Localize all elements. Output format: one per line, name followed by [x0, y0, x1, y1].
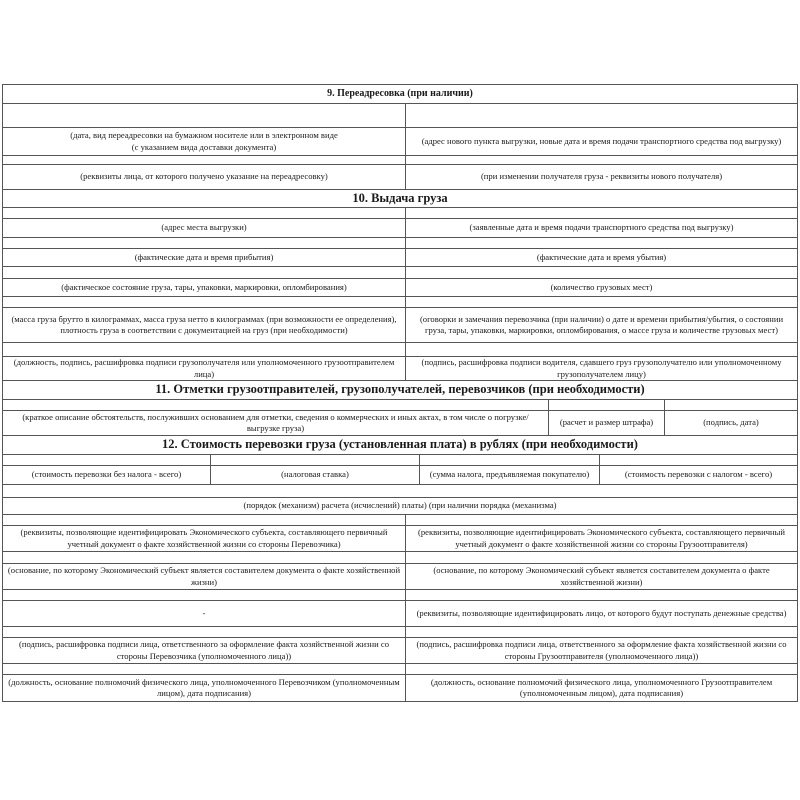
arrival-datetime-caption: (фактические дата и время прибытия) — [134, 251, 274, 262]
marks-signature-caption: (подпись, дата) — [664, 411, 797, 435]
caption-row — [3, 498, 797, 515]
section-12-title: 12. Стоимость перевозки груза (установленная плата) в рублях (при необходимости) — [162, 437, 638, 452]
payer-caption: (реквизиты, позволяющие идентифицировать лицо, от которого будут поступать денежные средства) — [405, 601, 797, 626]
cargo-mass-field[interactable] — [3, 297, 405, 307]
caption-row — [3, 466, 797, 485]
input-row — [3, 297, 797, 308]
new-receiver-field[interactable] — [405, 156, 797, 164]
caption-row — [3, 638, 797, 664]
redirect-source-caption: (реквизиты лица, от которого получено указание на переадресовку) — [80, 171, 328, 182]
section-10-header — [3, 190, 797, 208]
carrier-remarks-field[interactable] — [405, 297, 797, 307]
tax-amount-field[interactable] — [419, 455, 599, 465]
section-11-title: 11. Отметки грузоотправителей, грузополучателей, перевозчиков (при необходимости) — [155, 382, 645, 397]
caption-row — [3, 249, 797, 267]
input-row — [3, 627, 797, 638]
carrier-entity-field[interactable] — [3, 515, 405, 525]
new-unload-address-caption: (адрес нового пункта выгрузки, новые дата и время подачи транспортного средства под выгрузку) — [405, 128, 797, 155]
input-row — [3, 156, 797, 165]
cost-without-tax-caption: (стоимость перевозки без налога - всего) — [31, 469, 182, 480]
waybill-form — [2, 84, 798, 702]
section-12-header — [3, 436, 797, 455]
carrier-authority-field[interactable] — [3, 664, 405, 674]
input-row — [3, 267, 797, 279]
departure-datetime-field[interactable] — [405, 238, 797, 248]
shipper-responsible-signature-field[interactable] — [405, 627, 797, 637]
cost-with-tax-field[interactable] — [599, 455, 797, 465]
unload-address-field[interactable] — [3, 208, 405, 218]
caption-row — [3, 165, 797, 190]
input-row — [3, 104, 797, 128]
calculation-order-caption: (порядок (механизм) расчета (исчислений) платы) (при наличии порядка (механизма) — [243, 500, 557, 511]
caption-row — [3, 675, 797, 701]
carrier-basis-field[interactable] — [3, 552, 405, 563]
new-receiver-caption: (при изменении получателя груза - реквизиты нового получателя) — [405, 165, 797, 189]
caption-row — [3, 219, 797, 238]
carrier-responsible-signature-field[interactable] — [3, 627, 405, 637]
tax-amount-caption: (сумма налога, предъявляемая покупателю) — [419, 466, 599, 484]
consignee-signature-caption: (должность, подпись, расшифровка подписи грузополучателя или уполномоченного грузоотправителем лица) — [13, 357, 395, 379]
input-row — [3, 208, 797, 219]
fine-caption: (расчет и размер штрафа) — [548, 411, 664, 435]
shipper-entity-caption: (реквизиты, позволяющие идентифицировать Экономического субъекта, составляющего первичный учетный документ о факте хозяйственной жизни со стороны Грузоотправителя) — [405, 526, 797, 551]
caption-row — [3, 279, 797, 297]
caption-row — [3, 411, 797, 436]
departure-datetime-caption: (фактические дата и время убытия) — [405, 249, 797, 266]
empty-field[interactable] — [3, 590, 405, 600]
caption-row — [3, 526, 797, 552]
input-row — [3, 400, 797, 411]
shipper-responsible-signature-caption: (подпись, расшифровка подписи лица, ответственного за оформление факта хозяйственной жизни со стороны Грузоотправителя (уполномоченного лица)) — [405, 638, 797, 663]
carrier-basis-caption: (основание, по которому Экономический субъект является составителем документа о факте хозяйственной жизни) — [7, 565, 401, 587]
cost-without-tax-field[interactable] — [3, 455, 210, 465]
calculation-order-field[interactable] — [3, 485, 797, 497]
driver-signature-caption: (подпись, расшифровка подписи водителя, сдавшего груз грузополучателю или уполномоченному грузополучателем лицу) — [405, 357, 797, 380]
input-row — [3, 552, 797, 564]
redirect-date-field[interactable] — [3, 104, 405, 127]
carrier-remarks-caption: (оговорки и замечания перевозчика (при наличии) о дате и времени прибытия/убытия, о состоянии груза, тары, упаковки, маркировки, опломбирования, о массе груза и количестве грузовых мест) — [405, 308, 797, 342]
caption-row — [3, 601, 797, 627]
section-9-header — [3, 85, 797, 104]
tax-rate-caption: (налоговая ставка) — [210, 466, 419, 484]
package-count-field[interactable] — [405, 267, 797, 278]
input-row — [3, 238, 797, 249]
caption-row — [3, 308, 797, 343]
caption-row — [3, 128, 797, 156]
section-10-title: 10. Выдача груза — [352, 190, 448, 205]
shipper-authority-caption: (должность, основание полномочий физического лица, уполномоченного Грузоотправителем (уполномоченным лицом), дата подписания) — [405, 675, 797, 701]
shipper-entity-field[interactable] — [405, 515, 797, 525]
tax-rate-field[interactable] — [210, 455, 419, 465]
cargo-condition-caption: (фактическое состояние груза, тары, упаковки, маркировки, опломбирования) — [61, 281, 347, 292]
caption-row — [3, 564, 797, 590]
driver-signature-field[interactable] — [405, 343, 797, 356]
declared-datetime-caption: (заявленные дата и время подачи транспортного средства под выгрузку) — [405, 219, 797, 237]
carrier-responsible-signature-caption: (подпись, расшифровка подписи лица, ответственного за оформление факта хозяйственной жизни со стороны Перевозчика (уполномоченного лица)) — [18, 639, 389, 661]
redirect-source-field[interactable] — [3, 156, 405, 164]
carrier-entity-caption: (реквизиты, позволяющие идентифицировать Экономического субъекта, составляющего первичный учетный документ о факте хозяйственной жизни со стороны Перевозчика) — [20, 527, 388, 549]
redirect-date-caption: (дата, вид переадресовки на бумажном носителе или в электронном виде (с указанием вида доставки документа) — [70, 130, 338, 152]
payer-field[interactable] — [405, 590, 797, 600]
input-row — [3, 664, 797, 675]
input-row — [3, 343, 797, 357]
input-row — [3, 455, 797, 466]
new-unload-address-field[interactable] — [405, 104, 797, 127]
input-row — [3, 515, 797, 526]
cargo-condition-field[interactable] — [3, 267, 405, 278]
section-9-title: 9. Переадресовка (при наличии) — [327, 88, 473, 100]
input-row — [3, 485, 797, 498]
cost-with-tax-caption: (стоимость перевозки с налогом - всего) — [599, 466, 797, 484]
dash-caption: - — [202, 607, 206, 618]
unload-address-caption: (адрес места выгрузки) — [161, 222, 247, 233]
shipper-authority-field[interactable] — [405, 664, 797, 674]
declared-datetime-field[interactable] — [405, 208, 797, 218]
fine-field[interactable] — [548, 400, 664, 410]
package-count-caption: (количество грузовых мест) — [405, 279, 797, 296]
carrier-authority-caption: (должность, основание полномочий физического лица, уполномоченного Перевозчиком (уполномоченным лицом), дата подписания) — [8, 676, 400, 698]
marks-signature-field[interactable] — [664, 400, 797, 410]
marks-description-caption: (краткое описание обстоятельств, послуживших основанием для отметки, сведения о коммерческих и иных актах, в том числе о погрузке/выгрузке груза) — [22, 411, 529, 433]
input-row — [3, 590, 797, 601]
consignee-signature-field[interactable] — [3, 343, 405, 356]
cargo-mass-caption: (масса груза брутто в килограммах, масса груза нетто в килограммах (при возможности ее определения), плотность груза в соответствии с документацией на груз (при необходимости) — [11, 313, 397, 335]
marks-description-field[interactable] — [3, 400, 548, 410]
caption-row — [3, 357, 797, 381]
shipper-basis-caption: (основание, по которому Экономический субъект является составителем документа о факте хозяйственной жизни) — [405, 564, 797, 589]
section-11-header — [3, 381, 797, 400]
shipper-basis-field[interactable] — [405, 552, 797, 563]
arrival-datetime-field[interactable] — [3, 238, 405, 248]
